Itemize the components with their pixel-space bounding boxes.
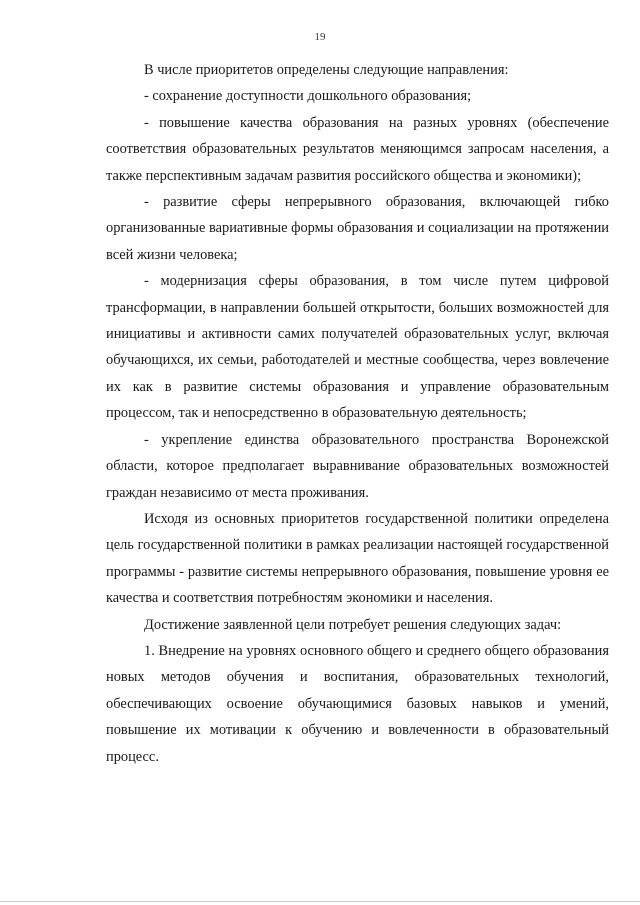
paragraph-tasks-intro: Достижение заявленной цели потребует решения следующих задач:	[144, 616, 562, 633]
paragraph-priorities-intro: В числе приоритетов определены следующие направления:	[144, 62, 509, 78]
paragraph-preschool-access: - сохранение доступности дошкольного образования;	[144, 88, 472, 105]
scan-edge-line	[0, 901, 640, 902]
page-number: 19	[314, 31, 326, 43]
paragraph-unity: - укрепление единства образовательного пространства Воронежской области, которое предполагает выравнивание образовательных возможностей граждан независимо от места проживания.	[106, 431, 609, 501]
paragraph-continuous-education: - развитие сферы непрерывного образования, включающей гибко организованные вариативные формы образования и социализации на протяжении всей жизни человека;	[106, 194, 609, 263]
paragraph-task-1: 1. Внедрение на уровнях основного общего и среднего общего образования новых методов обучения и воспитания, образовательных технологий, обеспечивающих освоение обучающимися базовых навыков и умений, повышение их мотивации к обучению и вовлеченности в образовательный процесс.	[106, 642, 609, 765]
paragraph-modernization: - модернизация сферы образования, в том числе путем цифровой трансформации, в направлении большей открытости, больших возможностей для инициативы и активности самих получателей образовательных услуг, включая обучающихся, их семьи, работодателей и местные сообщества, через вовлечение их как в развитие системы образования и управление образовательным процессом, так и непосредственно в образовательную деятельность;	[106, 273, 609, 422]
paragraph-education-quality: - повышение качества образования на разных уровнях (обеспечение соответствия образовательных результатов меняющимся запросам населения, а также перспективным задачам развития российского общества и экономики);	[106, 114, 609, 184]
paragraph-goal: Исходя из основных приоритетов государственной политики определена цель государственной политики в рамках реализации настоящей государственной программы - развитие системы непрерывного образования, повышение уровня ее качества и соответствия потребностям экономики и населения.	[106, 510, 609, 607]
document-body	[106, 57, 609, 770]
